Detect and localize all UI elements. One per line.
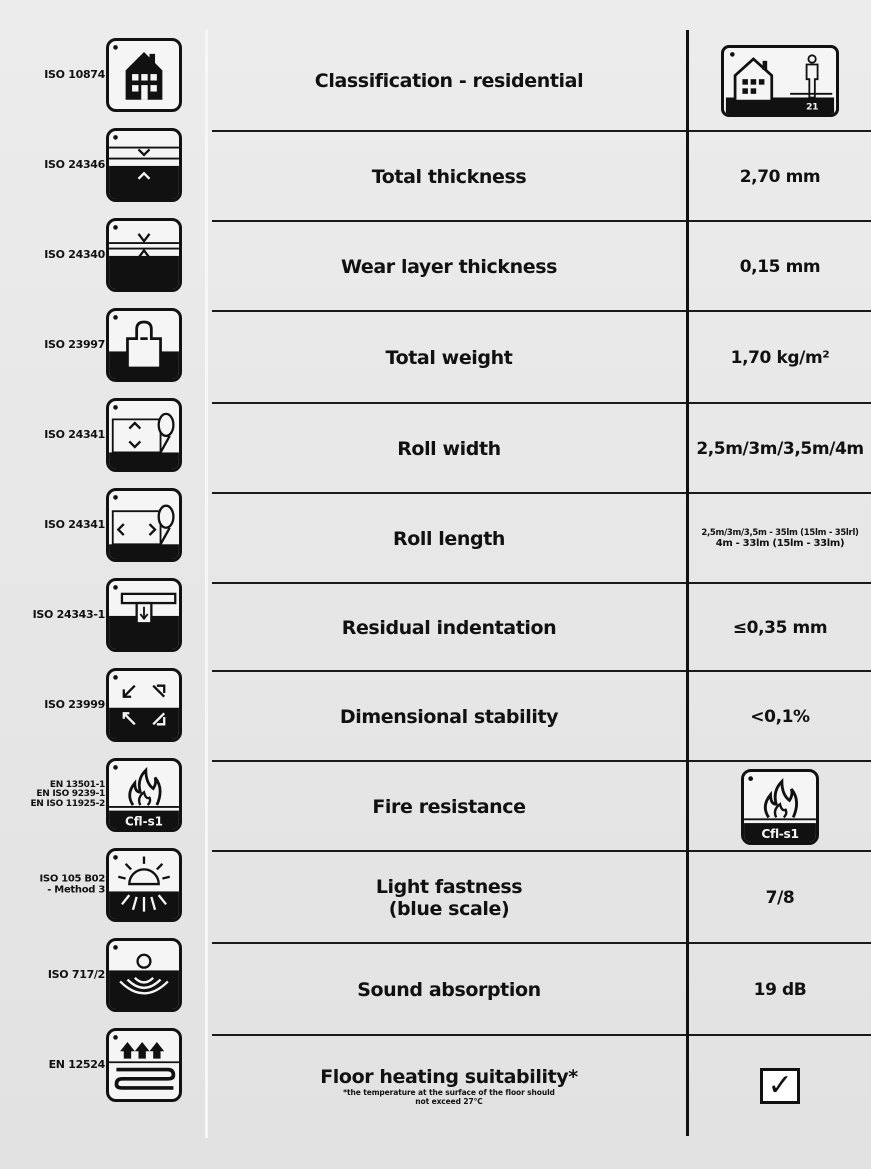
- roll-width-icon: [106, 398, 182, 472]
- table-row: [212, 944, 871, 1036]
- standard-row: [0, 660, 205, 750]
- standard-row: [0, 840, 205, 930]
- property-label: Residual indentation: [341, 617, 557, 639]
- standard-code: EN 12524: [48, 1058, 105, 1072]
- standard-code: ISO 105 B02 - Method 3: [39, 873, 105, 895]
- dimensional-stability-icon: [106, 668, 182, 742]
- table-row: [212, 132, 871, 222]
- standards-column: [0, 30, 205, 1140]
- table-row: [212, 672, 871, 762]
- property-label: Total weight: [385, 347, 513, 369]
- standard-row: [0, 210, 205, 300]
- residual-indentation-icon: [106, 578, 182, 652]
- property-value: 2,70 mm: [739, 167, 821, 187]
- table-row: [212, 30, 871, 132]
- property-label: Wear layer thickness: [340, 256, 558, 278]
- table-row: [212, 312, 871, 404]
- property-value: <0,1%: [750, 707, 810, 727]
- table-row: [212, 222, 871, 312]
- sound-icon: [106, 938, 182, 1012]
- standard-code: EN 13501-1 EN ISO 9239-1 EN ISO 11925-2: [30, 779, 105, 809]
- value-column-divider: [686, 30, 689, 1136]
- property-value: 1,70 kg/m²: [730, 348, 830, 368]
- fire-icon-label: Cfl-s1: [125, 814, 163, 829]
- footnote: *the temperature at the surface of the floor should not exceed 27°C: [343, 1087, 555, 1106]
- wear-layer-thickness-icon: [106, 218, 182, 292]
- house-icon: [106, 38, 182, 112]
- property-value: 19 dB: [753, 980, 807, 1000]
- property-value: 2,5m/3m/3,5m/4m: [696, 439, 864, 459]
- standard-row: [0, 30, 205, 120]
- property-label: Classification - residential: [314, 70, 584, 92]
- table-row: [212, 494, 871, 584]
- fire-class-label: Cfl-s1: [761, 827, 799, 842]
- property-value: 7/8: [765, 888, 795, 908]
- weight-icon: [106, 308, 182, 382]
- column-separator: [205, 30, 208, 1138]
- table-row: [212, 762, 871, 852]
- property-label: Total thickness: [371, 166, 527, 188]
- class-number: 21: [806, 101, 819, 113]
- standard-row: [0, 480, 205, 570]
- standard-code: ISO 10874: [44, 68, 105, 82]
- property-label: Light fastness (blue scale): [375, 876, 523, 920]
- spec-table: [212, 30, 871, 1140]
- standard-row: [0, 390, 205, 480]
- total-thickness-icon: [106, 128, 182, 202]
- property-value: [689, 494, 871, 584]
- standard-code: ISO 24343-1: [32, 608, 105, 622]
- table-row: [212, 404, 871, 494]
- standard-row: [0, 570, 205, 660]
- property-label: Fire resistance: [372, 796, 526, 818]
- fire-class-icon: [741, 769, 819, 845]
- standard-row: [0, 1020, 205, 1110]
- standard-row: [0, 930, 205, 1020]
- standard-row: [0, 750, 205, 840]
- table-row: [212, 584, 871, 672]
- roll-length-icon: [106, 488, 182, 562]
- property-value: ≤0,35 mm: [732, 618, 828, 638]
- property-value: [689, 762, 871, 852]
- standard-row: [0, 120, 205, 210]
- standard-code: ISO 24341: [44, 428, 105, 442]
- fire-icon: [106, 758, 182, 832]
- standard-code: ISO 24340: [44, 248, 105, 262]
- sun-icon: [106, 848, 182, 922]
- roll-length-line-2: 4m - 33lm (15lm - 33lm): [715, 538, 845, 550]
- property-value: [689, 1036, 871, 1136]
- table-row: [212, 1036, 871, 1136]
- standard-code: ISO 23999: [44, 698, 105, 712]
- standard-code: ISO 24346: [44, 158, 105, 172]
- property-label: Roll width: [397, 438, 501, 460]
- standard-code: ISO 24341: [44, 518, 105, 532]
- floor-heating-icon: [106, 1028, 182, 1102]
- standard-code: ISO 23997: [44, 338, 105, 352]
- property-label: Dimensional stability: [339, 706, 559, 728]
- property-label: Sound absorption: [357, 979, 541, 1001]
- property-value: [689, 30, 871, 132]
- standard-code: ISO 717/2: [47, 968, 105, 982]
- property-label: Roll length: [392, 528, 506, 550]
- property-value: 0,15 mm: [739, 257, 821, 277]
- roll-length-line-1: 2,5m/3m/3,5m - 35lm (15lm - 35lrl): [701, 527, 859, 538]
- checkbox-checked-icon: ✓: [760, 1068, 800, 1104]
- property-label: Floor heating suitability* *the temperature at the surface of the floor should not exceed 27°C: [320, 1065, 578, 1106]
- residential-class-21-icon: [721, 45, 839, 117]
- table-row: [212, 852, 871, 944]
- standard-row: [0, 300, 205, 390]
